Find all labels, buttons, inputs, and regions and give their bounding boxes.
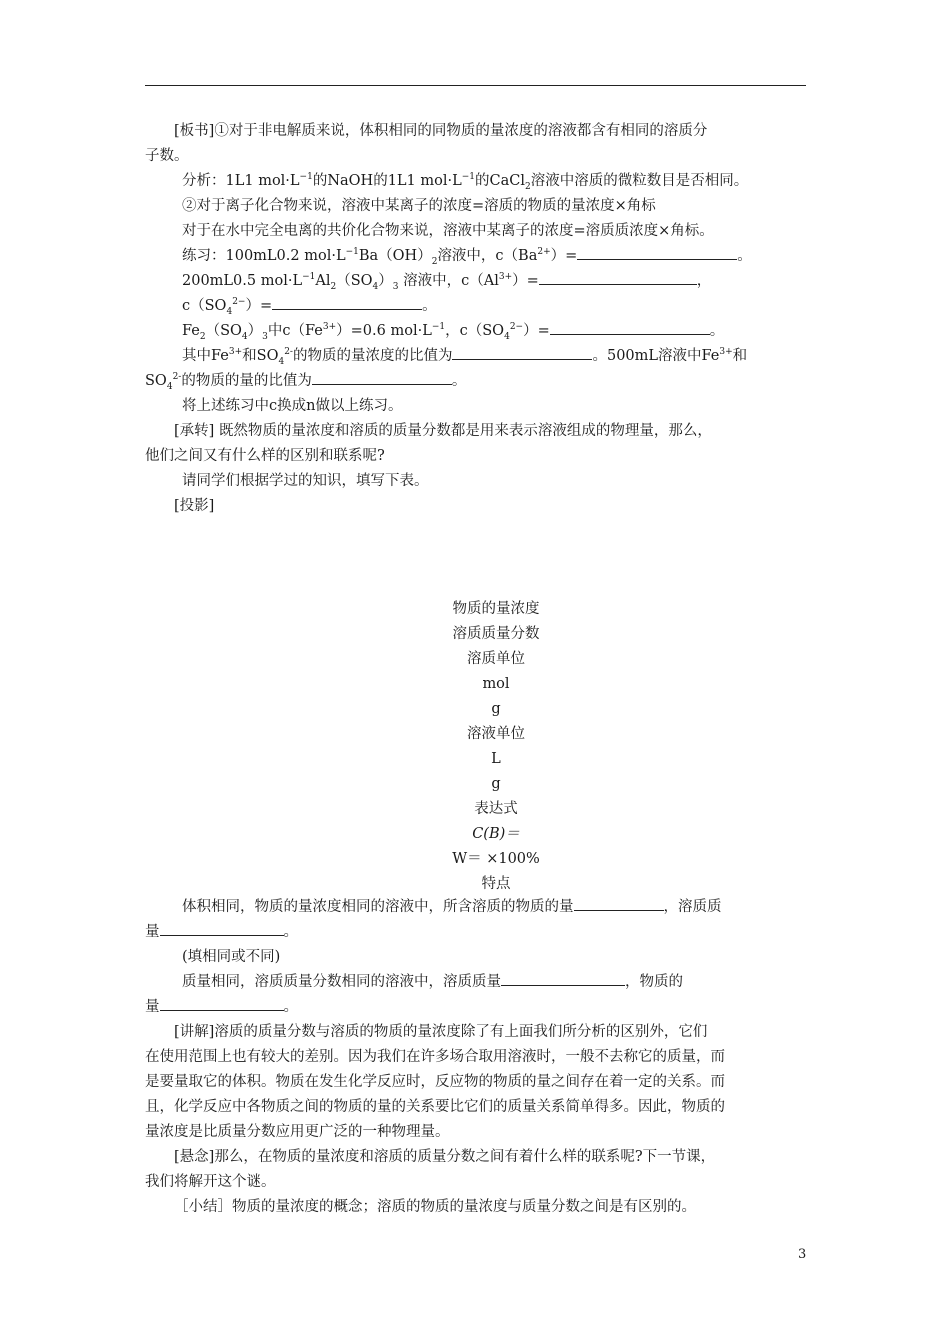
transition-line-2: 他们之间又有什么样的区别和联系呢? — [145, 448, 385, 464]
table-item: 物质的量浓度 — [452, 601, 540, 617]
answer-blank[interactable] — [272, 294, 422, 310]
table-item: 表达式 — [474, 801, 518, 817]
fill-line-4: 量 。 — [145, 995, 806, 1020]
lesson-text-lower — [145, 895, 806, 1220]
comparison-table-text — [145, 597, 847, 897]
practice-line-6: $SO_4^{2-}$的物质的量的比值为 。 — [145, 369, 806, 394]
fill-line-3: 质量相同，溶质质量分数相同的溶液中，溶质质量 ，物质的 — [145, 970, 806, 995]
explain-line-2: 在使用范围上也有较大的差别。因为我们在许多场合取用溶液时，一般不去称它的质量，而 — [145, 1049, 725, 1065]
explain-label: [讲解] — [174, 1024, 215, 1040]
header-rule — [145, 85, 806, 86]
table-item: mol — [482, 676, 510, 692]
table-item: 溶质质量分数 — [452, 626, 540, 642]
transition-line-1: [承转] 既然物质的量浓度和溶质的质量分数都是用来表示溶液组成的物理量，那么， — [174, 423, 712, 439]
answer-blank[interactable] — [550, 319, 710, 335]
practice-line-4: $Fe_2(SO_4)_3$中$c(Fe^{3+})=0.6$ $mol\cdot L^{-1}$，$c(SO_4^{2-})=$ 。 — [145, 319, 806, 344]
explain-line-5: 量浓度是比质量分数应用更广泛的一种物理量。 — [145, 1124, 450, 1140]
suspense-label: [悬念] — [174, 1149, 215, 1165]
answer-blank[interactable] — [501, 970, 625, 986]
explain-line-3: 是要量取它的体积。物质在发生化学反应时，反应物的物质的量之间存在着一定的关系。而 — [145, 1074, 725, 1090]
answer-blank[interactable] — [574, 895, 664, 911]
explain-line-1: [讲解]溶质的质量分数与溶质的物质的量浓度除了有上面我们所分析的区别外，它们 — [174, 1024, 708, 1040]
suspense-line-2: 我们将解开这个谜。 — [145, 1174, 276, 1190]
table-item: 特点 — [481, 876, 511, 892]
practice-line-5: 其中$Fe^{3+}$和$SO_4^{2-}$的物质的量浓度的比值为 。500mL溶液中$Fe^{3+}$和 — [145, 344, 806, 369]
answer-blank[interactable] — [577, 244, 737, 260]
table-item: 溶液单位 — [467, 726, 525, 742]
board-point-3: 对于在水中完全电离的共价化合物来说，溶液中某离子的浓度=溶质质浓度×角标。 — [182, 223, 714, 239]
fill-paren: (填相同或不同) — [182, 949, 281, 965]
table-item: g — [491, 701, 501, 717]
answer-blank[interactable] — [539, 269, 697, 285]
summary-line: ［小结］物质的量浓度的概念；溶质的物质的量浓度与质量分数之间是有区别的。 — [174, 1199, 696, 1215]
answer-blank[interactable] — [160, 995, 284, 1011]
explain-line-4: 且，化学反应中各物质之间的物质的量的关系要比它们的质量关系简单得多。因此，物质的 — [145, 1099, 725, 1115]
page-number: 3 — [798, 1247, 807, 1262]
table-item: L — [491, 751, 501, 767]
table-item: g — [491, 776, 501, 792]
table-item: 溶质单位 — [467, 651, 525, 667]
transition-line-3: 请同学们根据学过的知识，填写下表。 — [182, 473, 429, 489]
fill-line-1: 体积相同，物质的量浓度相同的溶液中，所含溶质的物质的量 ，溶质质 — [145, 895, 806, 920]
practice-line-2: 200mL0.5 $mol\cdot L^{-1}Al_2(SO_4)_3$ 溶液中，$c(Al^{3+})=$ ， — [145, 269, 806, 294]
table-formula-c: C(B)＝ — [472, 826, 520, 842]
table-formula-w: W＝ ×100% — [452, 851, 540, 867]
fill-line-2: 量 。 — [145, 920, 806, 945]
answer-blank[interactable] — [160, 920, 284, 936]
answer-blank[interactable] — [452, 344, 592, 360]
practice-line-3: $c(SO_4^{2-})=$ 。 — [145, 294, 806, 319]
analysis-line: 分析：1L1 $mol\cdot L^{-1}$的NaOH的1L1 $mol\cdot L^{-1}$的CaCl$_2$溶液中溶质的微粒数目是否相同。 — [182, 172, 749, 192]
suspense-line-1: [悬念]那么，在物质的量浓度和溶质的质量分数之间有着什么样的联系呢?下一节课， — [174, 1149, 716, 1165]
summary-label: ［小结］ — [174, 1199, 232, 1215]
practice-line-7: 将上述练习中c换成n做以上练习。 — [182, 398, 403, 414]
transition-label: [承转] — [174, 423, 215, 439]
board-point-1-cont: 子数。 — [145, 148, 189, 164]
board-label: [板书] — [174, 123, 215, 139]
practice-line-1: 练习：100mL0.2 $mol\cdot L^{-1}Ba(OH)_2$溶液中，$c(Ba^{2+})=$ 。 — [145, 244, 806, 269]
lesson-text-upper — [145, 119, 806, 519]
projection-label: [投影] — [174, 498, 215, 514]
board-point-2: ②对于离子化合物来说，溶液中某离子的浓度=溶质的物质的量浓度×角标 — [182, 198, 656, 214]
answer-blank[interactable] — [312, 369, 452, 385]
board-point-1: [板书]①对于非电解质来说，体积相同的同物质的量浓度的溶液都含有相同的溶质分 — [174, 123, 708, 139]
